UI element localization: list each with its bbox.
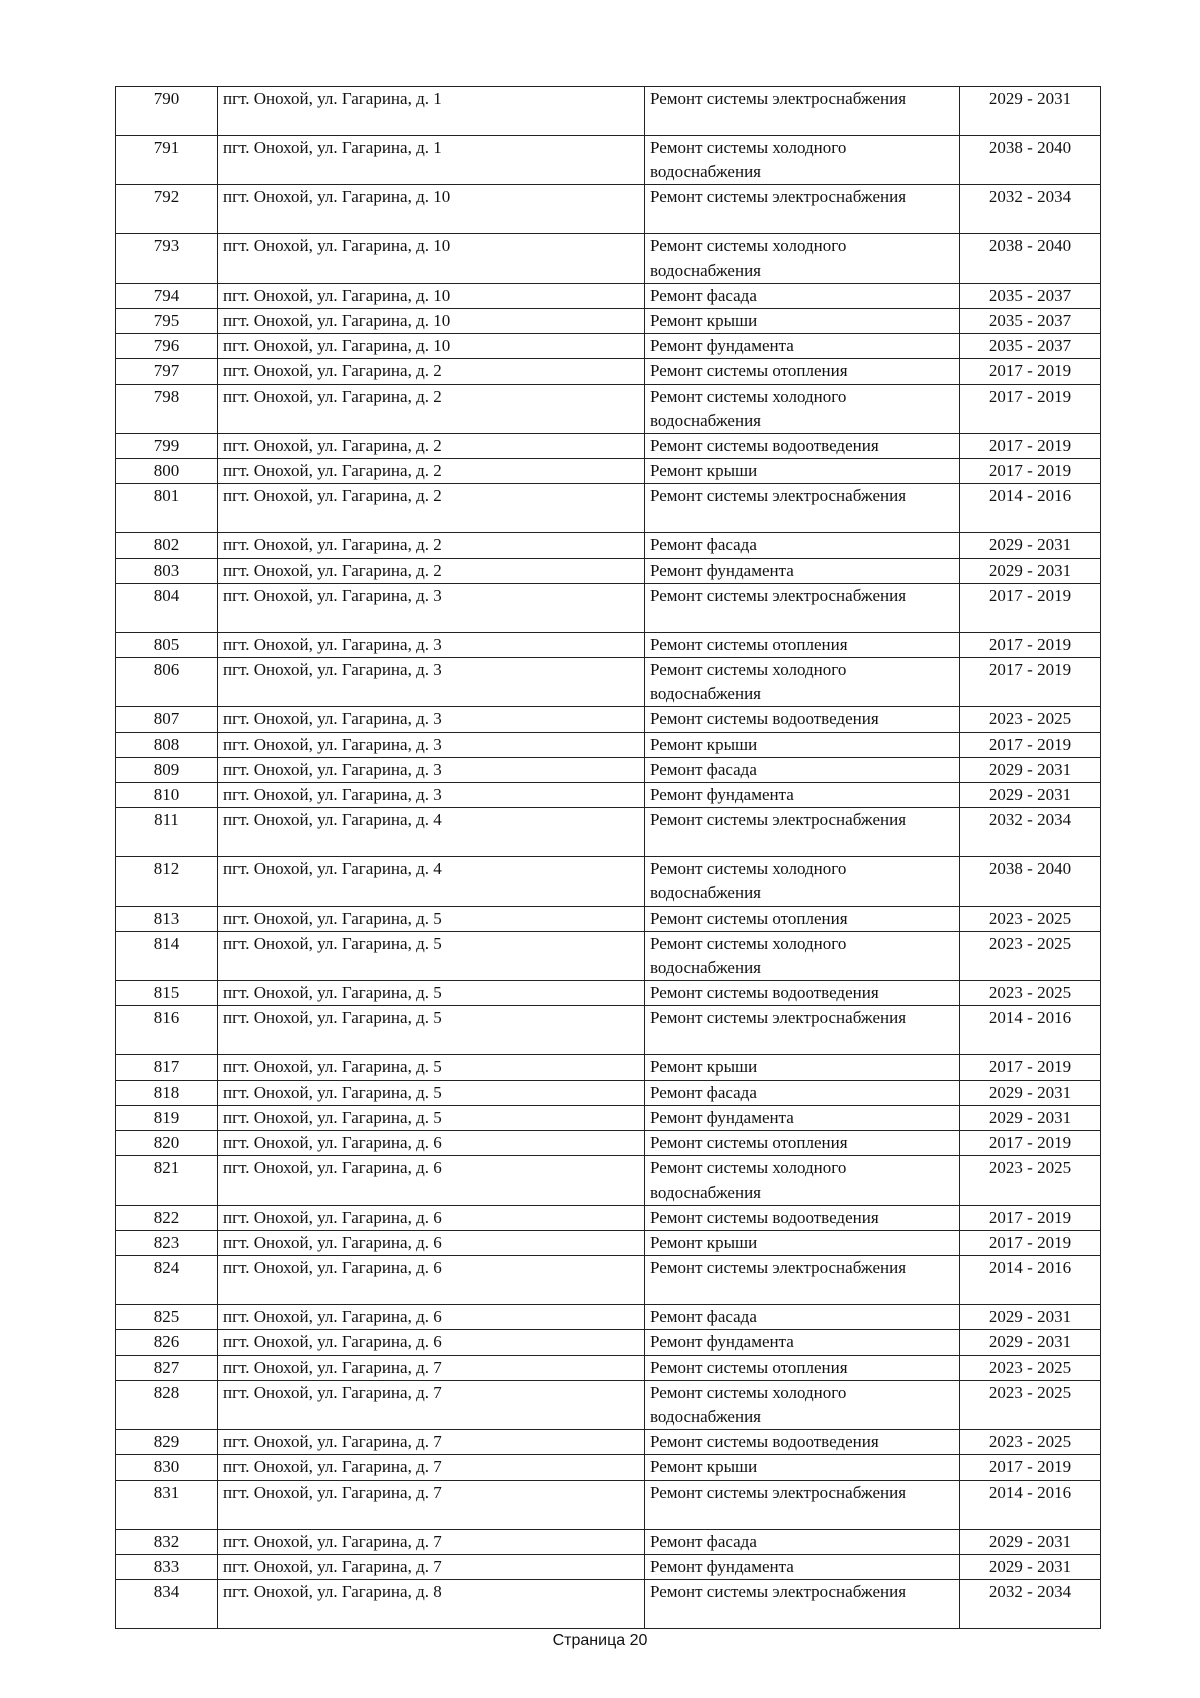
table-row bbox=[116, 1305, 1101, 1330]
table-row bbox=[116, 1430, 1101, 1455]
period-cell: 2014 - 2016 bbox=[960, 1256, 1101, 1305]
period-cell: 2035 - 2037 bbox=[960, 334, 1101, 359]
row-number-cell: 813 bbox=[116, 906, 218, 931]
row-number-cell: 795 bbox=[116, 309, 218, 334]
row-number-cell: 806 bbox=[116, 658, 218, 707]
table-row bbox=[116, 1080, 1101, 1105]
address-cell: пгт. Онохой, ул. Гагарина, д. 3 bbox=[218, 632, 645, 657]
row-number-cell: 830 bbox=[116, 1455, 218, 1480]
address-cell: пгт. Онохой, ул. Гагарина, д. 8 bbox=[218, 1579, 645, 1628]
period-cell: 2029 - 2031 bbox=[960, 1330, 1101, 1355]
work-type-cell: Ремонт системы электроснабжения bbox=[645, 1006, 960, 1055]
address-cell: пгт. Онохой, ул. Гагарина, д. 5 bbox=[218, 1105, 645, 1130]
address-cell: пгт. Онохой, ул. Гагарина, д. 3 bbox=[218, 707, 645, 732]
work-type-cell: Ремонт системы электроснабжения bbox=[645, 1256, 960, 1305]
work-type-cell: Ремонт крыши bbox=[645, 1455, 960, 1480]
address-cell: пгт. Онохой, ул. Гагарина, д. 2 bbox=[218, 558, 645, 583]
table-row bbox=[116, 434, 1101, 459]
period-cell: 2017 - 2019 bbox=[960, 434, 1101, 459]
page-number: Страница 20 bbox=[552, 1632, 648, 1649]
row-number-cell: 799 bbox=[116, 434, 218, 459]
table-row bbox=[116, 1256, 1101, 1305]
row-number-cell: 827 bbox=[116, 1355, 218, 1380]
table-row bbox=[116, 1105, 1101, 1130]
row-number-cell: 829 bbox=[116, 1430, 218, 1455]
address-cell: пгт. Онохой, ул. Гагарина, д. 2 bbox=[218, 434, 645, 459]
table-row bbox=[116, 136, 1101, 185]
row-number-cell: 825 bbox=[116, 1305, 218, 1330]
period-cell: 2029 - 2031 bbox=[960, 1554, 1101, 1579]
table-row bbox=[116, 1480, 1101, 1529]
work-type-cell: Ремонт фасада bbox=[645, 1305, 960, 1330]
table-row bbox=[116, 359, 1101, 384]
row-number-cell: 831 bbox=[116, 1480, 218, 1529]
row-number-cell: 801 bbox=[116, 484, 218, 533]
table-row bbox=[116, 309, 1101, 334]
work-type-cell: Ремонт системы холодного водоснабжения bbox=[645, 384, 960, 433]
row-number-cell: 790 bbox=[116, 87, 218, 136]
period-cell: 2029 - 2031 bbox=[960, 558, 1101, 583]
work-type-cell: Ремонт системы отопления bbox=[645, 359, 960, 384]
period-cell: 2032 - 2034 bbox=[960, 808, 1101, 857]
table-row bbox=[116, 459, 1101, 484]
period-cell: 2035 - 2037 bbox=[960, 283, 1101, 308]
row-number-cell: 826 bbox=[116, 1330, 218, 1355]
row-number-cell: 809 bbox=[116, 757, 218, 782]
row-number-cell: 823 bbox=[116, 1230, 218, 1255]
address-cell: пгт. Онохой, ул. Гагарина, д. 7 bbox=[218, 1430, 645, 1455]
period-cell: 2023 - 2025 bbox=[960, 981, 1101, 1006]
period-cell: 2017 - 2019 bbox=[960, 384, 1101, 433]
period-cell: 2038 - 2040 bbox=[960, 136, 1101, 185]
period-cell: 2017 - 2019 bbox=[960, 658, 1101, 707]
table-row bbox=[116, 1055, 1101, 1080]
address-cell: пгт. Онохой, ул. Гагарина, д. 2 bbox=[218, 459, 645, 484]
period-cell: 2029 - 2031 bbox=[960, 1305, 1101, 1330]
work-type-cell: Ремонт фундамента bbox=[645, 558, 960, 583]
table-row bbox=[116, 558, 1101, 583]
row-number-cell: 821 bbox=[116, 1156, 218, 1205]
work-type-cell: Ремонт системы электроснабжения bbox=[645, 87, 960, 136]
address-cell: пгт. Онохой, ул. Гагарина, д. 7 bbox=[218, 1455, 645, 1480]
work-type-cell: Ремонт системы холодного водоснабжения bbox=[645, 931, 960, 980]
row-number-cell: 814 bbox=[116, 931, 218, 980]
period-cell: 2017 - 2019 bbox=[960, 732, 1101, 757]
address-cell: пгт. Онохой, ул. Гагарина, д. 7 bbox=[218, 1529, 645, 1554]
row-number-cell: 794 bbox=[116, 283, 218, 308]
address-cell: пгт. Онохой, ул. Гагарина, д. 5 bbox=[218, 981, 645, 1006]
table-row bbox=[116, 384, 1101, 433]
address-cell: пгт. Онохой, ул. Гагарина, д. 5 bbox=[218, 1055, 645, 1080]
work-type-cell: Ремонт фасада bbox=[645, 1080, 960, 1105]
work-type-cell: Ремонт системы водоотведения bbox=[645, 707, 960, 732]
address-cell: пгт. Онохой, ул. Гагарина, д. 7 bbox=[218, 1480, 645, 1529]
period-cell: 2017 - 2019 bbox=[960, 1055, 1101, 1080]
work-type-cell: Ремонт фасада bbox=[645, 533, 960, 558]
period-cell: 2017 - 2019 bbox=[960, 359, 1101, 384]
table-row bbox=[116, 981, 1101, 1006]
period-cell: 2014 - 2016 bbox=[960, 1006, 1101, 1055]
table-row bbox=[116, 1230, 1101, 1255]
work-type-cell: Ремонт системы электроснабжения bbox=[645, 808, 960, 857]
address-cell: пгт. Онохой, ул. Гагарина, д. 3 bbox=[218, 583, 645, 632]
address-cell: пгт. Онохой, ул. Гагарина, д. 7 bbox=[218, 1380, 645, 1429]
table-body bbox=[116, 87, 1101, 1629]
row-number-cell: 816 bbox=[116, 1006, 218, 1055]
address-cell: пгт. Онохой, ул. Гагарина, д. 3 bbox=[218, 658, 645, 707]
period-cell: 2038 - 2040 bbox=[960, 234, 1101, 283]
period-cell: 2017 - 2019 bbox=[960, 1131, 1101, 1156]
row-number-cell: 822 bbox=[116, 1205, 218, 1230]
address-cell: пгт. Онохой, ул. Гагарина, д. 10 bbox=[218, 234, 645, 283]
row-number-cell: 828 bbox=[116, 1380, 218, 1429]
row-number-cell: 820 bbox=[116, 1131, 218, 1156]
row-number-cell: 796 bbox=[116, 334, 218, 359]
address-cell: пгт. Онохой, ул. Гагарина, д. 6 bbox=[218, 1156, 645, 1205]
work-type-cell: Ремонт крыши bbox=[645, 1230, 960, 1255]
period-cell: 2023 - 2025 bbox=[960, 906, 1101, 931]
period-cell: 2029 - 2031 bbox=[960, 87, 1101, 136]
table-row bbox=[116, 632, 1101, 657]
address-cell: пгт. Онохой, ул. Гагарина, д. 2 bbox=[218, 384, 645, 433]
work-type-cell: Ремонт системы отопления bbox=[645, 906, 960, 931]
address-cell: пгт. Онохой, ул. Гагарина, д. 3 bbox=[218, 783, 645, 808]
table-row bbox=[116, 1554, 1101, 1579]
row-number-cell: 798 bbox=[116, 384, 218, 433]
row-number-cell: 815 bbox=[116, 981, 218, 1006]
table-row bbox=[116, 484, 1101, 533]
work-type-cell: Ремонт системы отопления bbox=[645, 1131, 960, 1156]
work-type-cell: Ремонт системы холодного водоснабжения bbox=[645, 234, 960, 283]
work-type-cell: Ремонт системы электроснабжения bbox=[645, 1579, 960, 1628]
table-row bbox=[116, 658, 1101, 707]
address-cell: пгт. Онохой, ул. Гагарина, д. 4 bbox=[218, 857, 645, 906]
work-type-cell: Ремонт системы электроснабжения bbox=[645, 583, 960, 632]
work-type-cell: Ремонт фундамента bbox=[645, 334, 960, 359]
address-cell: пгт. Онохой, ул. Гагарина, д. 4 bbox=[218, 808, 645, 857]
work-type-cell: Ремонт системы электроснабжения bbox=[645, 1480, 960, 1529]
table-row bbox=[116, 1380, 1101, 1429]
work-type-cell: Ремонт фасада bbox=[645, 1529, 960, 1554]
work-type-cell: Ремонт системы холодного водоснабжения bbox=[645, 658, 960, 707]
work-type-cell: Ремонт фасада bbox=[645, 757, 960, 782]
work-type-cell: Ремонт системы водоотведения bbox=[645, 1205, 960, 1230]
address-cell: пгт. Онохой, ул. Гагарина, д. 7 bbox=[218, 1554, 645, 1579]
work-type-cell: Ремонт фасада bbox=[645, 283, 960, 308]
work-type-cell: Ремонт системы отопления bbox=[645, 632, 960, 657]
table-row bbox=[116, 1579, 1101, 1628]
period-cell: 2032 - 2034 bbox=[960, 1579, 1101, 1628]
table-row bbox=[116, 334, 1101, 359]
table-row bbox=[116, 757, 1101, 782]
work-type-cell: Ремонт крыши bbox=[645, 459, 960, 484]
period-cell: 2023 - 2025 bbox=[960, 1355, 1101, 1380]
period-cell: 2017 - 2019 bbox=[960, 1205, 1101, 1230]
row-number-cell: 819 bbox=[116, 1105, 218, 1130]
table-row bbox=[116, 583, 1101, 632]
address-cell: пгт. Онохой, ул. Гагарина, д. 2 bbox=[218, 533, 645, 558]
work-type-cell: Ремонт системы отопления bbox=[645, 1355, 960, 1380]
row-number-cell: 811 bbox=[116, 808, 218, 857]
row-number-cell: 797 bbox=[116, 359, 218, 384]
table-row bbox=[116, 283, 1101, 308]
period-cell: 2032 - 2034 bbox=[960, 185, 1101, 234]
address-cell: пгт. Онохой, ул. Гагарина, д. 6 bbox=[218, 1230, 645, 1255]
work-type-cell: Ремонт системы электроснабжения bbox=[645, 484, 960, 533]
period-cell: 2029 - 2031 bbox=[960, 1529, 1101, 1554]
period-cell: 2029 - 2031 bbox=[960, 783, 1101, 808]
address-cell: пгт. Онохой, ул. Гагарина, д. 3 bbox=[218, 732, 645, 757]
address-cell: пгт. Онохой, ул. Гагарина, д. 10 bbox=[218, 283, 645, 308]
period-cell: 2023 - 2025 bbox=[960, 707, 1101, 732]
address-cell: пгт. Онохой, ул. Гагарина, д. 5 bbox=[218, 906, 645, 931]
address-cell: пгт. Онохой, ул. Гагарина, д. 6 bbox=[218, 1131, 645, 1156]
address-cell: пгт. Онохой, ул. Гагарина, д. 10 bbox=[218, 185, 645, 234]
address-cell: пгт. Онохой, ул. Гагарина, д. 7 bbox=[218, 1355, 645, 1380]
work-type-cell: Ремонт системы холодного водоснабжения bbox=[645, 136, 960, 185]
row-number-cell: 792 bbox=[116, 185, 218, 234]
period-cell: 2023 - 2025 bbox=[960, 1156, 1101, 1205]
work-type-cell: Ремонт системы холодного водоснабжения bbox=[645, 1156, 960, 1205]
table-row bbox=[116, 857, 1101, 906]
address-cell: пгт. Онохой, ул. Гагарина, д. 6 bbox=[218, 1305, 645, 1330]
table-row bbox=[116, 1330, 1101, 1355]
address-cell: пгт. Онохой, ул. Гагарина, д. 2 bbox=[218, 484, 645, 533]
row-number-cell: 817 bbox=[116, 1055, 218, 1080]
period-cell: 2029 - 2031 bbox=[960, 757, 1101, 782]
table-row bbox=[116, 1006, 1101, 1055]
table-row bbox=[116, 1156, 1101, 1205]
work-type-cell: Ремонт фундамента bbox=[645, 1330, 960, 1355]
period-cell: 2023 - 2025 bbox=[960, 1430, 1101, 1455]
row-number-cell: 810 bbox=[116, 783, 218, 808]
table-row bbox=[116, 1205, 1101, 1230]
work-type-cell: Ремонт системы водоотведения bbox=[645, 1430, 960, 1455]
table-row bbox=[116, 1131, 1101, 1156]
row-number-cell: 808 bbox=[116, 732, 218, 757]
work-type-cell: Ремонт фундамента bbox=[645, 1105, 960, 1130]
row-number-cell: 791 bbox=[116, 136, 218, 185]
row-number-cell: 833 bbox=[116, 1554, 218, 1579]
address-cell: пгт. Онохой, ул. Гагарина, д. 6 bbox=[218, 1330, 645, 1355]
period-cell: 2017 - 2019 bbox=[960, 1455, 1101, 1480]
table-row bbox=[116, 1529, 1101, 1554]
table-row bbox=[116, 185, 1101, 234]
address-cell: пгт. Онохой, ул. Гагарина, д. 6 bbox=[218, 1205, 645, 1230]
address-cell: пгт. Онохой, ул. Гагарина, д. 3 bbox=[218, 757, 645, 782]
period-cell: 2017 - 2019 bbox=[960, 459, 1101, 484]
work-type-cell: Ремонт крыши bbox=[645, 309, 960, 334]
address-cell: пгт. Онохой, ул. Гагарина, д. 2 bbox=[218, 359, 645, 384]
address-cell: пгт. Онохой, ул. Гагарина, д. 10 bbox=[218, 334, 645, 359]
period-cell: 2029 - 2031 bbox=[960, 1080, 1101, 1105]
table-row bbox=[116, 783, 1101, 808]
work-type-cell: Ремонт фундамента bbox=[645, 1554, 960, 1579]
period-cell: 2017 - 2019 bbox=[960, 632, 1101, 657]
table-row bbox=[116, 234, 1101, 283]
table-row bbox=[116, 533, 1101, 558]
work-type-cell: Ремонт системы водоотведения bbox=[645, 981, 960, 1006]
address-cell: пгт. Онохой, ул. Гагарина, д. 1 bbox=[218, 87, 645, 136]
row-number-cell: 800 bbox=[116, 459, 218, 484]
row-number-cell: 804 bbox=[116, 583, 218, 632]
work-type-cell: Ремонт системы холодного водоснабжения bbox=[645, 1380, 960, 1429]
period-cell: 2023 - 2025 bbox=[960, 1380, 1101, 1429]
table-row bbox=[116, 1455, 1101, 1480]
table-row bbox=[116, 931, 1101, 980]
period-cell: 2017 - 2019 bbox=[960, 583, 1101, 632]
row-number-cell: 818 bbox=[116, 1080, 218, 1105]
row-number-cell: 803 bbox=[116, 558, 218, 583]
period-cell: 2017 - 2019 bbox=[960, 1230, 1101, 1255]
row-number-cell: 807 bbox=[116, 707, 218, 732]
row-number-cell: 793 bbox=[116, 234, 218, 283]
table-row bbox=[116, 707, 1101, 732]
period-cell: 2035 - 2037 bbox=[960, 309, 1101, 334]
row-number-cell: 805 bbox=[116, 632, 218, 657]
period-cell: 2029 - 2031 bbox=[960, 533, 1101, 558]
period-cell: 2038 - 2040 bbox=[960, 857, 1101, 906]
work-type-cell: Ремонт системы электроснабжения bbox=[645, 185, 960, 234]
table-row bbox=[116, 87, 1101, 136]
address-cell: пгт. Онохой, ул. Гагарина, д. 5 bbox=[218, 931, 645, 980]
table-row bbox=[116, 732, 1101, 757]
row-number-cell: 812 bbox=[116, 857, 218, 906]
period-cell: 2014 - 2016 bbox=[960, 1480, 1101, 1529]
table-row bbox=[116, 808, 1101, 857]
address-cell: пгт. Онохой, ул. Гагарина, д. 5 bbox=[218, 1080, 645, 1105]
repair-schedule-table bbox=[115, 86, 1101, 1629]
row-number-cell: 832 bbox=[116, 1529, 218, 1554]
period-cell: 2023 - 2025 bbox=[960, 931, 1101, 980]
row-number-cell: 802 bbox=[116, 533, 218, 558]
work-type-cell: Ремонт фундамента bbox=[645, 783, 960, 808]
address-cell: пгт. Онохой, ул. Гагарина, д. 5 bbox=[218, 1006, 645, 1055]
work-type-cell: Ремонт крыши bbox=[645, 732, 960, 757]
table-row bbox=[116, 1355, 1101, 1380]
work-type-cell: Ремонт крыши bbox=[645, 1055, 960, 1080]
work-type-cell: Ремонт системы холодного водоснабжения bbox=[645, 857, 960, 906]
table-row bbox=[116, 906, 1101, 931]
work-type-cell: Ремонт системы водоотведения bbox=[645, 434, 960, 459]
row-number-cell: 834 bbox=[116, 1579, 218, 1628]
address-cell: пгт. Онохой, ул. Гагарина, д. 10 bbox=[218, 309, 645, 334]
row-number-cell: 824 bbox=[116, 1256, 218, 1305]
address-cell: пгт. Онохой, ул. Гагарина, д. 1 bbox=[218, 136, 645, 185]
period-cell: 2014 - 2016 bbox=[960, 484, 1101, 533]
period-cell: 2029 - 2031 bbox=[960, 1105, 1101, 1130]
address-cell: пгт. Онохой, ул. Гагарина, д. 6 bbox=[218, 1256, 645, 1305]
